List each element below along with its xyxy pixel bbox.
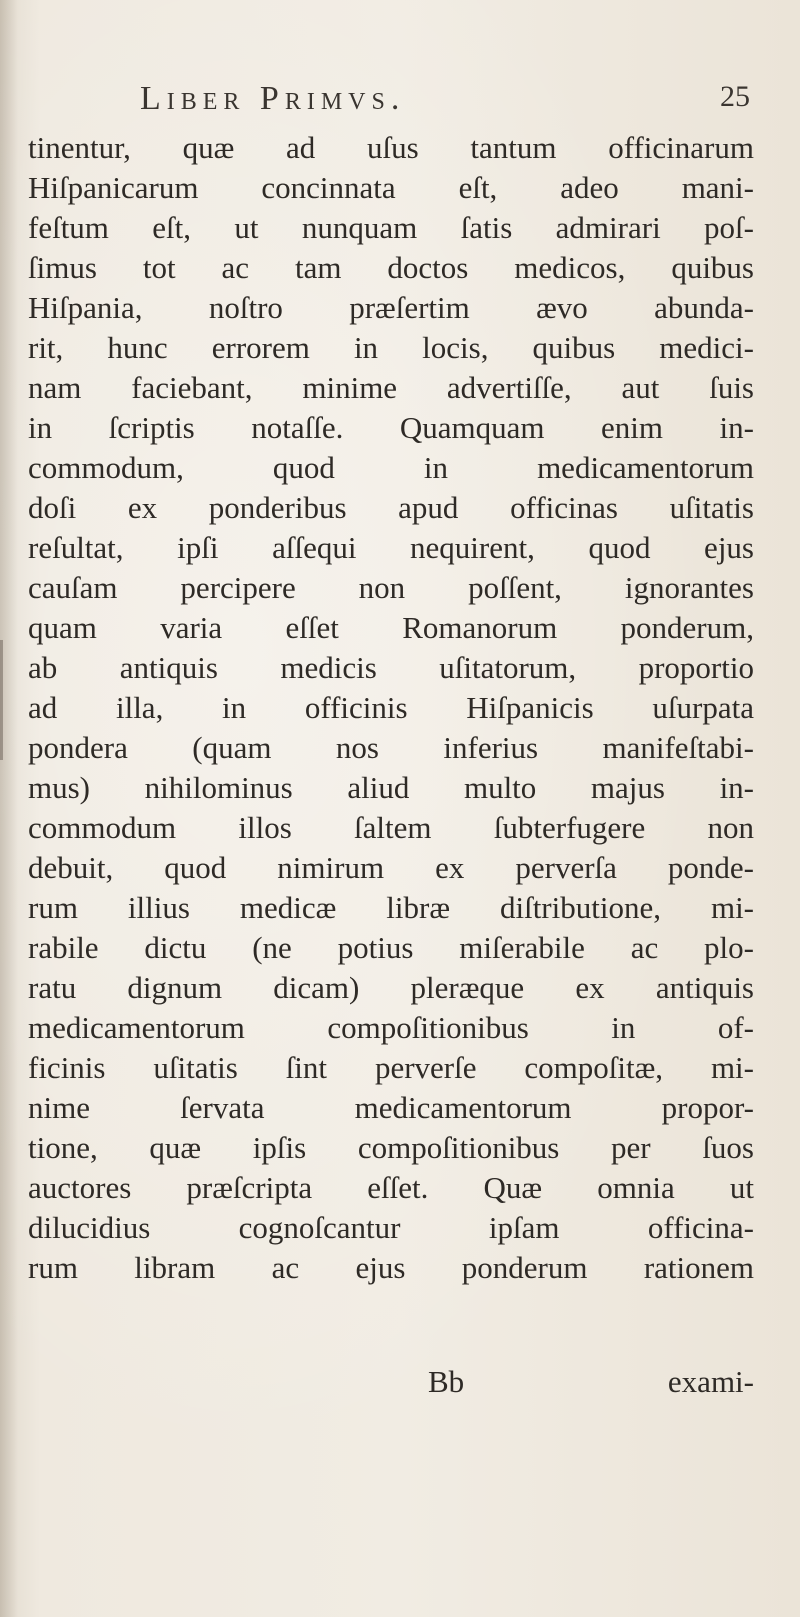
page-header bbox=[140, 80, 750, 120]
text-line: debuit, quod nimirum ex perverſa ponde- bbox=[28, 850, 754, 885]
text-line: in ſcriptis notaſſe. Quamquam enim in- bbox=[28, 410, 754, 445]
text-line: medicamentorum compoſitionibus in of- bbox=[28, 1010, 754, 1045]
catchword: exami- bbox=[667, 1364, 754, 1399]
text-line: doſi ex ponderibus apud officinas uſitatis bbox=[28, 490, 754, 525]
text-line: ficinis uſitatis ſint perverſe compoſitæ, mi- bbox=[28, 1050, 754, 1085]
text-line: feſtum eſt, ut nunquam ſatis admirari poſ- bbox=[28, 210, 754, 245]
text-line: rum libram ac ejus ponderum rationem bbox=[28, 1250, 754, 1285]
text-line: mus) nihilominus aliud multo majus in- bbox=[28, 770, 754, 805]
gutter-shadow bbox=[0, 0, 18, 1617]
text-line: rit, hunc errorem in locis, quibus medici- bbox=[28, 330, 754, 365]
page-footer bbox=[28, 1362, 754, 1402]
text-line: commodum, quod in medicamentorum bbox=[28, 450, 754, 485]
text-line: nime ſervata medicamentorum propor- bbox=[28, 1090, 754, 1125]
text-line: ab antiquis medicis uſitatorum, proportio bbox=[28, 650, 754, 685]
text-line: cauſam percipere non poſſent, ignorantes bbox=[28, 570, 754, 605]
text-line: ſimus tot ac tam doctos medicos, quibus bbox=[28, 250, 754, 285]
text-line: rum illius medicæ libræ diſtributione, mi- bbox=[28, 890, 754, 925]
page-number: 25 bbox=[720, 80, 750, 113]
text-line: auctores præſcripta eſſet. Quæ omnia ut bbox=[28, 1170, 754, 1205]
text-line: nam faciebant, minime advertiſſe, aut ſuis bbox=[28, 370, 754, 405]
text-line: tinentur, quæ ad uſus tantum officinarum bbox=[28, 130, 754, 165]
text-line: tione, quæ ipſis compoſitionibus per ſuos bbox=[28, 1130, 754, 1165]
text-line: reſultat, ipſi aſſequi nequirent, quod ejus bbox=[28, 530, 754, 565]
page-edge-mark bbox=[0, 640, 3, 760]
text-line: rabile dictu (ne potius miſerabile ac plo- bbox=[28, 930, 754, 965]
text-line: ratu dignum dicam) pleræque ex antiquis bbox=[28, 970, 754, 1005]
running-head: Liber Primvs. bbox=[140, 80, 406, 117]
text-line: dilucidius cognoſcantur ipſam officina- bbox=[28, 1210, 754, 1245]
text-line: quam varia eſſet Romanorum ponderum, bbox=[28, 610, 754, 645]
text-line: Hiſpanicarum concinnata eſt, adeo mani- bbox=[28, 170, 754, 205]
text-line: Hiſpania, noſtro præſertim ævo abunda- bbox=[28, 290, 754, 325]
body-text bbox=[28, 128, 754, 1288]
text-line: commodum illos ſaltem ſubterfugere non bbox=[28, 810, 754, 845]
signature-mark: Bb bbox=[428, 1364, 465, 1399]
text-line: pondera (quam nos inferius manifeſtabi- bbox=[28, 730, 754, 765]
text-line: ad illa, in officinis Hiſpanicis uſurpata bbox=[28, 690, 754, 725]
